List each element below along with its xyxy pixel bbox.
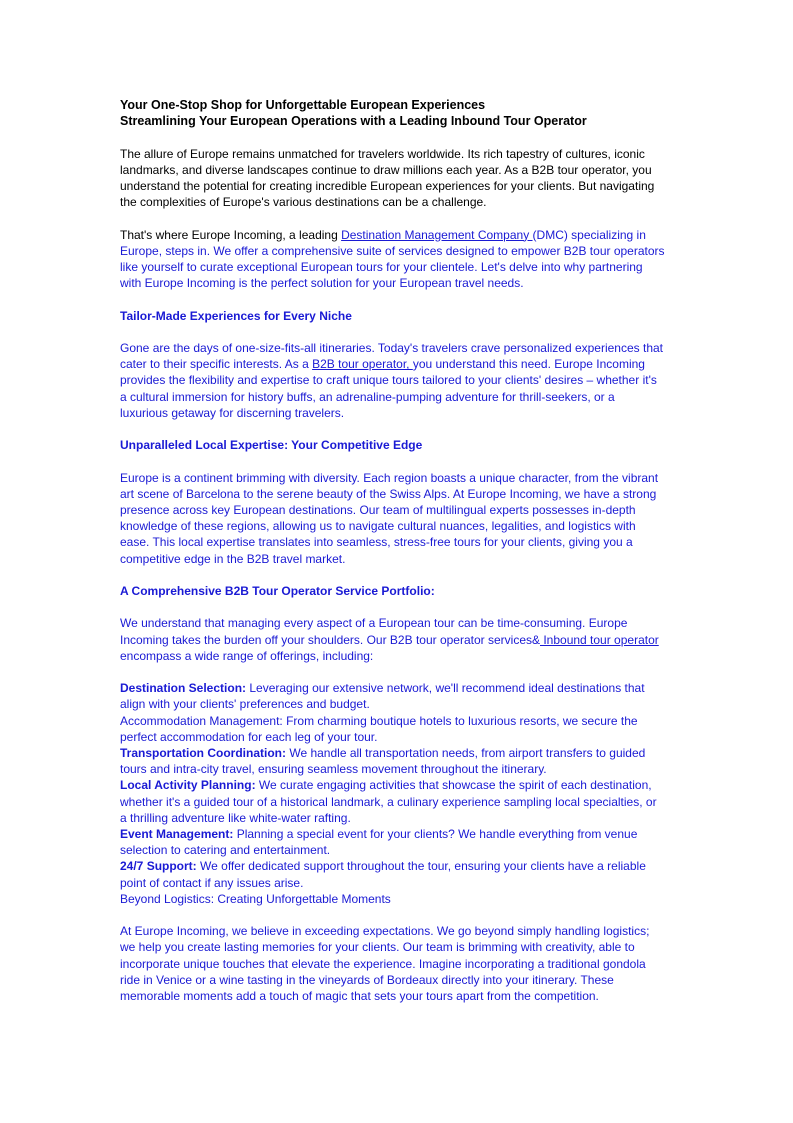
dmc-text-after: (DMC) specializing in Europe, steps in. We offer a comprehensive suite of services designed to empower B2B tour operators like yourself to curate exceptional European tours for your clientele. Let's delve into why partnering with Europe Incoming is the perfect solution for your European travel needs. [120,227,665,291]
service-destination-selection [120,680,665,712]
service-text: Leveraging our extensive network, we'll recommend ideal destinations that align with your clients' preferences and budget. [120,681,645,712]
closing-paragraph: At Europe Incoming, we believe in exceeding expectations. We go beyond simply handling logistics; we help you create lasting memories for your clients. Our team is brimming with creativity, able to incorporate unique touches that elevate the experience. Imagine incorporating a traditional gondola ride in Venice or a wine tasting in the vineyards of Bordeaux directly into your itinerary. These memorable moments add a touch of magic that sets your tours apart from the competition. [120,924,650,1004]
dmc-link[interactable]: Destination Management Company [341,227,533,242]
service-label: 24/7 Support: [120,859,197,874]
document-page [120,97,665,1004]
service-label: Local Activity Planning: [120,778,256,793]
inbound-tour-operator-link[interactable]: Inbound tour operator [540,632,659,647]
service-text: Planning a special event for your clients? We handle everything from venue selection to catering and entertainment. [120,827,638,858]
tailor-text-before: Gone are the days of one-size-fits-all itineraries. Today's travelers crave personalized experiences that cater to their specific interests. As a [120,340,664,372]
dmc-paragraph [120,227,665,292]
service-support [120,858,665,890]
service-transportation [120,745,665,777]
service-local-activity [120,777,665,826]
service-text: We handle all transportation needs, from airport transfers to guided tours and intra-city travel, ensuring seamless movement throughout the itinerary. [120,745,646,777]
dmc-text-before: That's where Europe Incoming, a leading [120,227,342,242]
service-label: Event Management: [120,827,234,841]
portfolio-paragraph [120,615,665,664]
portfolio-text-before: We understand that managing every aspect of a European tour can be time-consuming. Europe Incoming takes the burden off your shoulders. Our B2B tour operator services& [120,616,628,647]
beyond-logistics-heading: Beyond Logistics: Creating Unforgettable Moments [120,891,391,906]
service-accommodation: Accommodation Management: From charming boutique hotels to luxurious resorts, we secure the perfect accommodation for each leg of your tour. [120,713,638,744]
b2b-tour-operator-link[interactable]: B2B tour operator, [312,357,413,372]
local-expertise-paragraph: Europe is a continent brimming with diversity. Each region boasts a unique character, from the vibrant art scene of Barcelona to the serene beauty of the Swiss Alps. At Europe Incoming, we have a strong presence across key European destinations. Our team of multilingual experts possesses in-depth knowledge of these regions, allowing us to navigate cultural nuances, legalities, and logistics with ease. This local expertise translates into seamless, stress-free tours for your clients, giving you a competitive edge in the B2B travel market. [120,470,659,566]
service-text: We offer dedicated support throughout the tour, ensuring your clients have a reliable point of contact if any issues arise. [120,859,646,890]
tailor-text-after: you understand this need. Europe Incoming provides the flexibility and expertise to craft unique tours tailored to your clients' desires – whether it's a cultural immersion for history buffs, an adrenaline-pumping adventure for thrill-seekers, or a luxurious getaway for discerning travelers. [120,357,657,420]
intro-paragraph: The allure of Europe remains unmatched for travelers worldwide. Its rich tapestry of cultures, iconic landmarks, and diverse landscapes continue to draw millions each year. As a B2B tour operator, you understand the potential for creating incredible European experiences for your clients. But navigating the complexities of Europe's various destinations can be a challenge. [120,146,655,210]
service-label: Destination Selection: [120,681,247,696]
portfolio-text-after: encompass a wide range of offerings, including: [120,648,374,663]
tailor-made-paragraph [120,340,665,421]
service-label: Transportation Coordination: [120,745,286,760]
service-text: We curate engaging activities that showcase the spirit of each destination, whether it's a guided tour of a historical landmark, a culinary experience sampling local specialties, or a thrilling adventure like white-water rafting. [120,778,657,825]
section-title-local-expertise: Unparalleled Local Expertise: Your Competitive Edge [120,438,423,453]
heading-line-1: Your One-Stop Shop for Unforgettable European Experiences [120,98,486,112]
section-title-portfolio: A Comprehensive B2B Tour Operator Service Portfolio: [120,583,435,598]
service-event-management [120,826,665,858]
heading-line-2: Streamlining Your European Operations with a Leading Inbound Tour Operator [120,114,587,129]
section-title-tailor-made: Tailor-Made Experiences for Every Niche [120,308,352,323]
